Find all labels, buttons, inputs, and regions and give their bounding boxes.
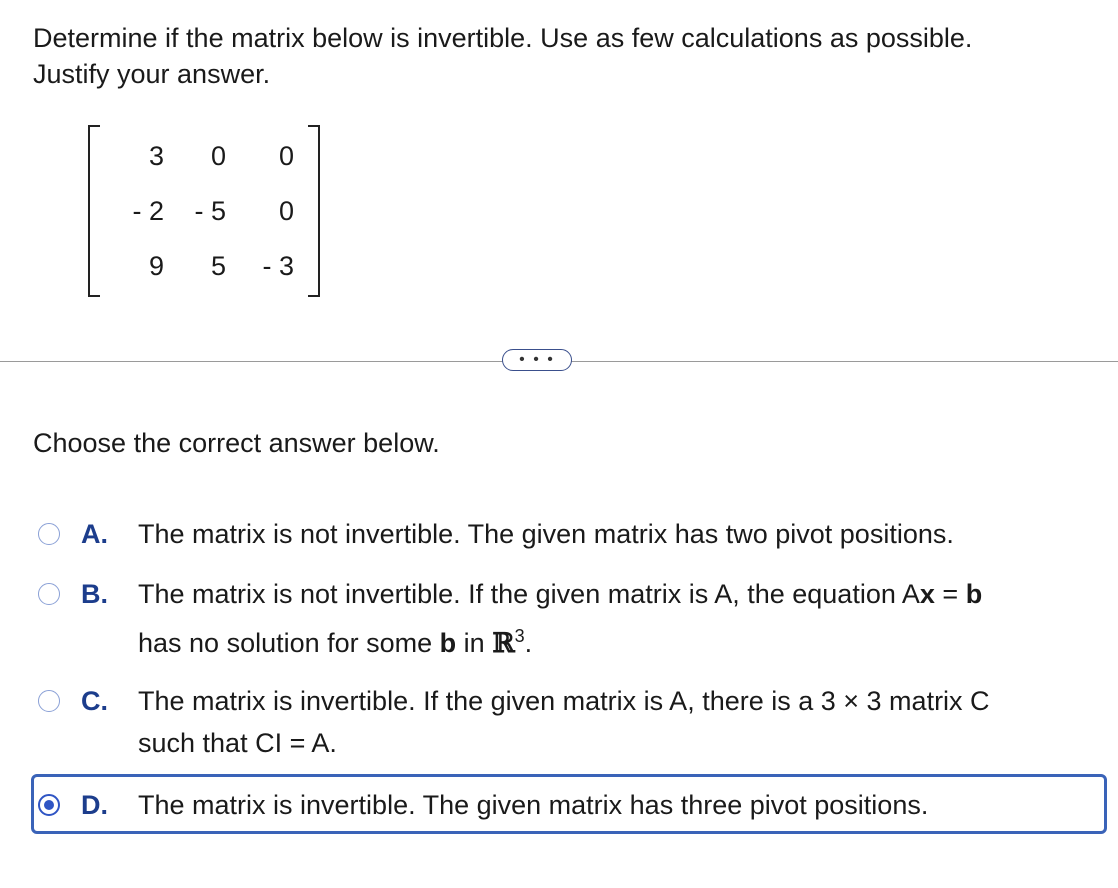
real-numbers-symbol: ℝ (492, 628, 515, 659)
choice-b-text-1: The matrix is not invertible. If the given matrix is A, the equation A (138, 579, 920, 609)
choice-b-text-2: has no solution for some (138, 628, 440, 658)
question-line-1: Determine if the matrix below is invertible. Use as few calculations as possible. (33, 23, 973, 53)
matrix-left-bracket (88, 125, 100, 297)
answer-prompt: Choose the correct answer below. (33, 428, 440, 458)
matrix-cell: - 5 (194, 196, 226, 226)
choice-b-text-3: in (456, 628, 493, 658)
matrix-cell: - 2 (132, 196, 164, 226)
question-text (33, 20, 1103, 92)
choice-letter: B. (81, 579, 108, 609)
vector-b: b (439, 628, 457, 658)
choice-b-line-2 (138, 615, 1098, 665)
radio-a[interactable] (38, 523, 60, 545)
choice-letter: D. (81, 790, 108, 820)
radio-c[interactable] (38, 690, 60, 712)
choice-letter: C. (81, 686, 108, 716)
equals-sign: = (934, 579, 966, 609)
choice-text (138, 680, 1098, 764)
choice-text: The matrix is invertible. The given matrix has three pivot positions. (138, 790, 929, 820)
matrix-cell: - 3 (262, 251, 294, 281)
period: . (524, 628, 533, 658)
matrix-cell: 9 (148, 251, 164, 281)
matrix-cell: 0 (210, 141, 226, 171)
question-line-2: Justify your answer. (33, 59, 271, 89)
matrix-right-bracket (308, 125, 320, 297)
choice-text (138, 573, 1098, 665)
radio-b[interactable] (38, 583, 60, 605)
matrix-cell: 3 (148, 141, 164, 171)
matrix-cell: 0 (278, 196, 294, 226)
vector-b: b (965, 579, 983, 609)
exponent: 3 (514, 626, 525, 646)
vector-x: x (919, 579, 935, 609)
choice-c-line-2: such that CI = A. (138, 728, 337, 758)
choice-text: The matrix is not invertible. The given matrix has two pivot positions. (138, 519, 954, 549)
choice-b-line-1 (138, 573, 1098, 615)
matrix-cell: 5 (210, 251, 226, 281)
matrix (88, 125, 320, 297)
more-button[interactable]: • • • (502, 349, 572, 371)
choice-c-line-1: The matrix is invertible. If the given matrix is A, there is a 3 × 3 matrix C (138, 686, 990, 716)
choice-letter: A. (81, 519, 108, 549)
matrix-cell: 0 (278, 141, 294, 171)
radio-d-selected[interactable] (38, 794, 60, 816)
